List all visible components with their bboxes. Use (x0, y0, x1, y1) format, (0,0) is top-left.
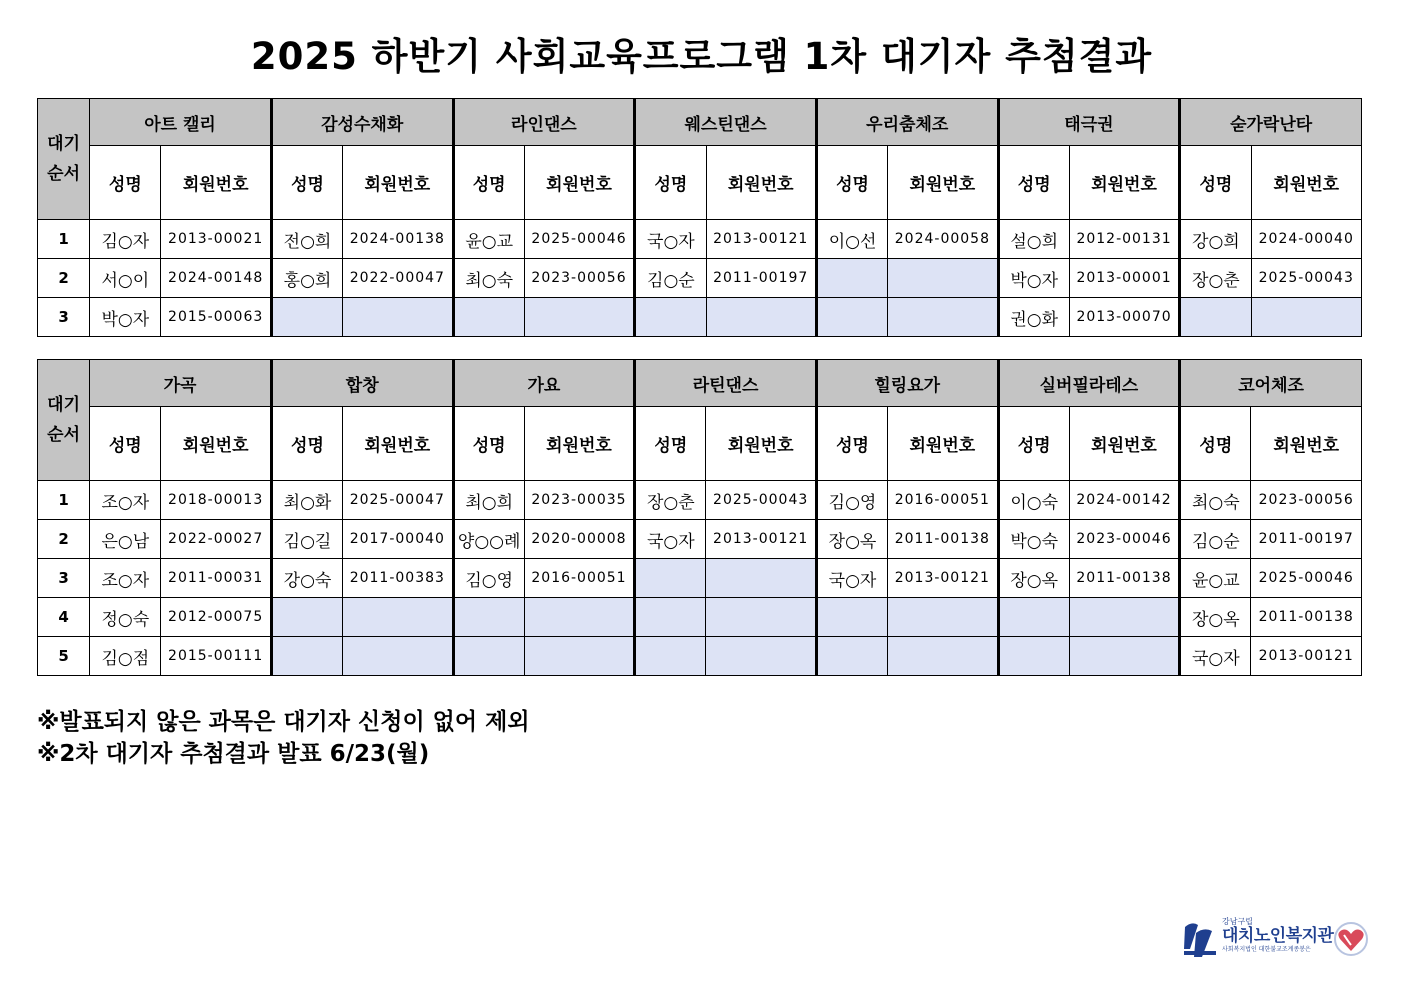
logo-text (1222, 917, 1333, 954)
member-name-cell: 윤○교 (453, 220, 524, 259)
member-name-cell (816, 598, 887, 637)
program-name: 힐링요가 (816, 360, 998, 407)
member-id-cell (888, 298, 998, 337)
table-row (38, 259, 1362, 298)
order-header (38, 99, 90, 220)
member-id-cell: 2025-00047 (343, 481, 453, 520)
wait-order-number: 3 (38, 559, 90, 598)
program-name: 웨스틴댄스 (635, 99, 817, 146)
member-id-cell: 2022-00027 (161, 520, 271, 559)
member-name-cell (271, 298, 342, 337)
member-name-cell: 김○순 (1180, 520, 1251, 559)
member-id-cell: 2024-00058 (888, 220, 998, 259)
member-id-cell: 2013-00121 (1251, 637, 1362, 676)
member-id-cell: 2023-00035 (524, 481, 634, 520)
member-name-cell: 김○길 (271, 520, 342, 559)
member-name-cell: 최○숙 (453, 259, 524, 298)
member-id-cell: 2018-00013 (161, 481, 271, 520)
wait-order-number: 5 (38, 637, 90, 676)
program-name: 가곡 (90, 360, 272, 407)
member-name-cell: 김○자 (90, 220, 161, 259)
member-name-cell: 박○자 (90, 298, 161, 337)
member-name-cell: 설○희 (998, 220, 1069, 259)
member-name-cell: 이○숙 (998, 481, 1069, 520)
member-id-cell (343, 637, 453, 676)
member-name-cell (453, 298, 524, 337)
member-name-cell (635, 637, 706, 676)
program-header-row (38, 99, 1362, 146)
note-line: ※2차 대기자 추첨결과 발표 6/23(월) (37, 741, 430, 767)
member-id-cell: 2011-00138 (1251, 598, 1362, 637)
member-id-cell: 2025-00043 (1251, 259, 1361, 298)
table-row (38, 298, 1362, 337)
program-name: 라인댄스 (453, 99, 635, 146)
member-id-column-header: 회원번호 (706, 146, 816, 220)
member-id-column-header: 회원번호 (524, 146, 634, 220)
program-name: 숟가락난타 (1180, 99, 1362, 146)
member-name-cell: 국○자 (635, 520, 706, 559)
wait-order-number: 3 (38, 298, 90, 337)
member-name-cell: 박○자 (998, 259, 1069, 298)
name-column-header: 성명 (271, 146, 342, 220)
program-name: 우리춤체조 (816, 99, 998, 146)
member-id-cell (706, 637, 816, 676)
member-name-cell: 서○이 (90, 259, 161, 298)
member-name-cell (271, 598, 342, 637)
member-id-column-header: 회원번호 (343, 146, 453, 220)
member-id-column-header: 회원번호 (706, 407, 816, 481)
table-row (38, 220, 1362, 259)
member-id-column-header: 회원번호 (1069, 146, 1179, 220)
member-id-cell (706, 559, 816, 598)
name-column-header: 성명 (453, 407, 524, 481)
member-id-cell: 2013-00021 (161, 220, 271, 259)
member-id-cell: 2023-00056 (524, 259, 634, 298)
column-header-row (38, 146, 1362, 220)
waitlist-table-1 (37, 98, 1362, 337)
member-id-cell: 2012-00131 (1069, 220, 1179, 259)
name-column-header: 성명 (816, 407, 887, 481)
member-name-cell (1180, 298, 1251, 337)
member-name-cell (635, 298, 706, 337)
member-id-cell: 2025-00046 (1251, 559, 1362, 598)
wait-order-number: 4 (38, 598, 90, 637)
member-id-cell: 2020-00008 (524, 520, 634, 559)
name-column-header: 성명 (271, 407, 342, 481)
member-name-cell: 정○숙 (90, 598, 161, 637)
member-id-cell: 2011-00197 (1251, 520, 1362, 559)
member-name-cell: 최○희 (453, 481, 524, 520)
member-id-column-header: 회원번호 (161, 407, 271, 481)
member-id-column-header: 회원번호 (1251, 407, 1362, 481)
logo-name: 대치노인복지관 (1222, 926, 1334, 946)
member-id-cell: 2013-00070 (1069, 298, 1179, 337)
member-id-column-header: 회원번호 (888, 407, 998, 481)
member-id-column-header: 회원번호 (1251, 146, 1361, 220)
member-id-cell: 2023-00046 (1069, 520, 1179, 559)
name-column-header: 성명 (1180, 407, 1251, 481)
program-name: 가요 (453, 360, 635, 407)
member-id-cell (343, 298, 453, 337)
member-name-cell (453, 598, 524, 637)
table-row (38, 481, 1362, 520)
member-id-cell: 2011-00138 (1069, 559, 1179, 598)
member-id-cell: 2011-00138 (888, 520, 998, 559)
member-id-cell (524, 598, 634, 637)
name-column-header: 성명 (816, 146, 887, 220)
program-name: 아트 캘리 (90, 99, 272, 146)
member-name-cell (998, 598, 1069, 637)
page-title: 2025 하반기 사회교육프로그램 1차 대기자 추첨결과 (250, 35, 1153, 78)
member-id-column-header: 회원번호 (343, 407, 453, 481)
member-name-cell: 김○영 (453, 559, 524, 598)
member-id-cell (888, 259, 998, 298)
member-name-cell: 장○옥 (998, 559, 1069, 598)
program-name: 코어체조 (1180, 360, 1362, 407)
table-row (38, 559, 1362, 598)
member-id-cell: 2013-00121 (888, 559, 998, 598)
member-id-cell: 2024-00138 (343, 220, 453, 259)
member-id-cell (706, 298, 816, 337)
name-column-header: 성명 (635, 407, 706, 481)
member-id-cell (1069, 637, 1179, 676)
member-id-cell: 2023-00056 (1251, 481, 1362, 520)
member-name-cell: 국○자 (1180, 637, 1251, 676)
member-id-cell: 2024-00148 (161, 259, 271, 298)
member-name-cell: 장○옥 (1180, 598, 1251, 637)
member-name-cell: 홍○희 (271, 259, 342, 298)
wait-order-number: 2 (38, 520, 90, 559)
organization-logo-icon (1182, 919, 1218, 959)
notes (37, 706, 530, 770)
wait-order-number: 1 (38, 220, 90, 259)
member-name-cell (635, 559, 706, 598)
member-name-cell (816, 637, 887, 676)
member-name-cell (271, 637, 342, 676)
waitlist-table-2 (37, 359, 1362, 676)
logo-top-text: 강남구립 (1222, 917, 1253, 926)
member-id-cell: 2022-00047 (343, 259, 453, 298)
member-name-cell (453, 637, 524, 676)
wait-order-number: 1 (38, 481, 90, 520)
member-name-cell: 김○순 (635, 259, 706, 298)
member-name-cell (816, 259, 887, 298)
member-name-cell: 장○춘 (635, 481, 706, 520)
member-name-cell (998, 637, 1069, 676)
member-name-cell: 박○숙 (998, 520, 1069, 559)
program-name: 합창 (271, 360, 453, 407)
name-column-header: 성명 (90, 407, 161, 481)
organization-logo (1182, 917, 1372, 961)
order-header-line: 대기 (47, 134, 81, 154)
member-id-cell (888, 598, 998, 637)
member-name-cell (635, 598, 706, 637)
member-name-cell: 이○선 (816, 220, 887, 259)
member-id-cell: 2017-00040 (343, 520, 453, 559)
member-name-cell: 양○○례 (453, 520, 524, 559)
member-name-cell: 조○자 (90, 481, 161, 520)
member-name-cell: 김○점 (90, 637, 161, 676)
note-line: ※발표되지 않은 과목은 대기자 신청이 없어 제외 (37, 709, 530, 735)
member-id-cell: 2015-00063 (161, 298, 271, 337)
order-header (38, 360, 90, 481)
name-column-header: 성명 (998, 407, 1069, 481)
program-header-row (38, 360, 1362, 407)
member-id-cell (524, 637, 634, 676)
member-id-cell (706, 598, 816, 637)
member-name-cell: 김○영 (816, 481, 887, 520)
member-id-cell: 2016-00051 (524, 559, 634, 598)
member-id-cell (343, 598, 453, 637)
member-name-cell: 강○희 (1180, 220, 1251, 259)
name-column-header: 성명 (90, 146, 161, 220)
name-column-header: 성명 (1180, 146, 1251, 220)
member-name-cell: 최○숙 (1180, 481, 1251, 520)
program-name: 라틴댄스 (635, 360, 817, 407)
program-name: 실버필라테스 (998, 360, 1180, 407)
member-id-cell: 2011-00031 (161, 559, 271, 598)
name-column-header: 성명 (453, 146, 524, 220)
wait-order-number: 2 (38, 259, 90, 298)
member-id-cell: 2016-00051 (888, 481, 998, 520)
member-id-column-header: 회원번호 (1069, 407, 1179, 481)
member-id-cell: 2024-00040 (1251, 220, 1361, 259)
member-id-cell: 2013-00121 (706, 220, 816, 259)
member-id-cell (1251, 298, 1361, 337)
member-id-cell (888, 637, 998, 676)
table-row (38, 598, 1362, 637)
member-name-cell: 은○남 (90, 520, 161, 559)
member-name-cell: 권○화 (998, 298, 1069, 337)
member-id-cell: 2015-00111 (161, 637, 271, 676)
table-row (38, 637, 1362, 676)
order-header-line: 순서 (47, 425, 81, 445)
heart-emblem-icon (1332, 921, 1370, 957)
logo-sub-text: 사회복지법인 대한불교조계종봉은 (1222, 946, 1311, 953)
member-id-column-header: 회원번호 (524, 407, 634, 481)
program-name: 태극권 (998, 99, 1180, 146)
member-id-cell: 2025-00043 (706, 481, 816, 520)
member-name-cell: 국○자 (816, 559, 887, 598)
member-id-cell (1069, 598, 1179, 637)
name-column-header: 성명 (998, 146, 1069, 220)
member-name-cell (816, 298, 887, 337)
member-id-cell: 2012-00075 (161, 598, 271, 637)
member-id-cell: 2011-00197 (706, 259, 816, 298)
order-header-line: 순서 (47, 164, 81, 184)
program-name: 감성수채화 (271, 99, 453, 146)
member-id-cell (524, 298, 634, 337)
member-name-cell: 장○춘 (1180, 259, 1251, 298)
member-id-cell: 2013-00001 (1069, 259, 1179, 298)
member-id-cell: 2025-00046 (524, 220, 634, 259)
member-name-cell: 조○자 (90, 559, 161, 598)
member-name-cell: 윤○교 (1180, 559, 1251, 598)
member-id-cell: 2013-00121 (706, 520, 816, 559)
member-name-cell: 국○자 (635, 220, 706, 259)
member-id-cell: 2024-00142 (1069, 481, 1179, 520)
order-header-line: 대기 (47, 395, 81, 415)
name-column-header: 성명 (635, 146, 706, 220)
member-name-cell: 장○옥 (816, 520, 887, 559)
member-name-cell: 전○희 (271, 220, 342, 259)
member-id-column-header: 회원번호 (888, 146, 998, 220)
member-id-column-header: 회원번호 (161, 146, 271, 220)
member-id-cell: 2011-00383 (343, 559, 453, 598)
table-row (38, 520, 1362, 559)
column-header-row (38, 407, 1362, 481)
member-name-cell: 강○숙 (271, 559, 342, 598)
member-name-cell: 최○화 (271, 481, 342, 520)
